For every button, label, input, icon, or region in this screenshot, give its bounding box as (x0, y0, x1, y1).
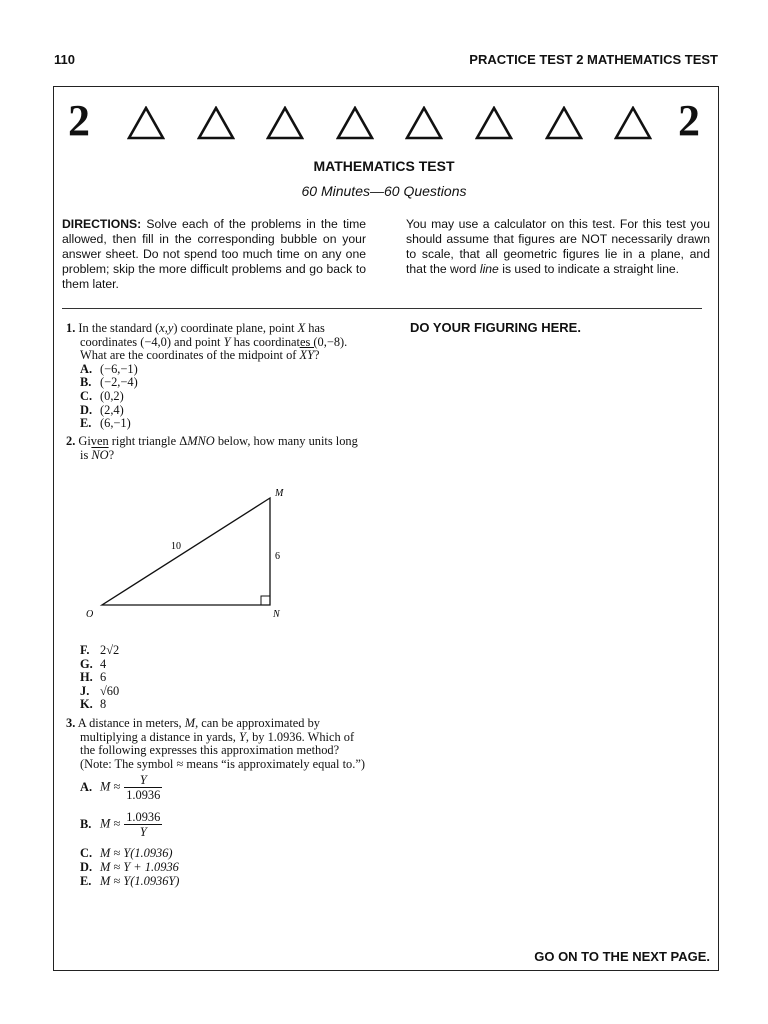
q-text: has coordinates (−4,0) and point (80, 321, 325, 349)
answer-option[interactable] (66, 875, 366, 889)
page-number: 110 (54, 52, 75, 67)
answer-option[interactable] (66, 404, 366, 418)
question-1 (66, 322, 366, 431)
option-letter: J. (80, 683, 90, 698)
running-title: PRACTICE TEST 2 MATHEMATICS TEST (469, 52, 718, 67)
question-2 (66, 435, 366, 462)
option-text: M ≈ Y(1.0936Y) (100, 873, 180, 888)
option-text: (2,4) (100, 402, 124, 417)
answer-option[interactable] (66, 376, 366, 390)
q-text: Y (223, 334, 231, 349)
q-text: below, how many units long is (80, 434, 358, 462)
question-2-options (66, 644, 366, 712)
hypotenuse-label: 10 (171, 541, 181, 552)
q-text: Given right triangle Δ (78, 434, 188, 448)
section-divider (62, 308, 702, 309)
fraction-denominator: 1.0936 (126, 788, 161, 803)
option-letter: H. (80, 670, 93, 685)
triangle-icon (405, 106, 443, 140)
option-letter: E. (80, 416, 92, 431)
q-text: ? (108, 447, 115, 462)
section-number-left: 2 (68, 96, 90, 145)
q-text: ? (314, 348, 320, 363)
option-text: M ≈ Y + 1.0936 (100, 859, 179, 874)
triangle-icon (127, 106, 165, 140)
q-text: M (184, 716, 196, 730)
option-text: (−6,−1) (100, 361, 138, 376)
option-text: 8 (100, 697, 107, 712)
question-number: 1. (66, 321, 76, 335)
answer-option[interactable] (66, 861, 366, 875)
option-text: M ≈ (100, 816, 121, 831)
option-text: 6 (100, 670, 107, 685)
q-text: X (297, 321, 306, 335)
go-on-next-page: GO ON TO THE NEXT PAGE. (534, 949, 710, 964)
vertex-m-label: M (275, 488, 284, 499)
question-number: 3. (66, 716, 76, 730)
triangle-icon (336, 106, 374, 140)
question-2-stem (66, 435, 366, 462)
answer-option[interactable] (66, 417, 366, 431)
directions-right (406, 217, 710, 277)
calc-text: You may use a calculator on this test. For this test you should assume that figures are NOT necessarily drawn to scale, that all geometric figures lie in a plane, and that the word (406, 217, 710, 276)
q-text: ) coordinate plane, point (173, 321, 298, 335)
triangle-icon (614, 106, 652, 140)
q-text: x,y (159, 321, 174, 335)
answer-option[interactable] (66, 390, 366, 404)
option-letter: A. (80, 361, 93, 376)
figuring-label: DO YOUR FIGURING HERE. (410, 320, 581, 335)
answer-option[interactable] (66, 685, 366, 699)
right-angle-marker (261, 596, 270, 605)
test-title: MATHEMATICS TEST (313, 158, 455, 174)
option-letter: B. (80, 816, 92, 831)
triangle-icon (545, 106, 583, 140)
segment-xy: $\overline{XY}$ (299, 348, 314, 363)
option-letter: C. (80, 846, 93, 861)
triangle-shape (102, 498, 270, 605)
directions-label: DIRECTIONS: (62, 217, 142, 231)
option-letter: D. (80, 859, 93, 874)
vertex-n-label: N (273, 609, 280, 620)
section-number-right: 2 (678, 96, 700, 145)
q-text: MNO (187, 434, 215, 448)
option-text: M ≈ Y(1.0936) (100, 846, 173, 861)
directions-text: Solve each of the problems in the time allowed, then fill in the corresponding bubble on your answer sheet. Do not spend too much time on any one problem; skip the more difficult problems and go back to them later. (62, 217, 366, 291)
fraction-numerator: Y (124, 773, 162, 788)
answer-option[interactable] (66, 671, 366, 685)
answer-option[interactable] (66, 698, 366, 712)
option-text: (6,−1) (100, 416, 131, 431)
fraction (124, 773, 162, 802)
answer-option[interactable] (66, 644, 366, 658)
option-text: M ≈ (100, 779, 121, 794)
leg-label: 6 (275, 551, 280, 562)
option-letter: A. (80, 779, 93, 794)
vertex-o-label: O (86, 609, 94, 620)
triangle-icon (266, 106, 304, 140)
answer-option[interactable] (66, 773, 366, 802)
option-text: √60 (100, 683, 120, 698)
question-number: 2. (66, 434, 76, 448)
q-text: In the standard ( (78, 321, 160, 335)
question-3 (66, 717, 366, 888)
answer-option[interactable] (66, 658, 366, 672)
calc-text-end: is used to indicate a straight line. (498, 262, 680, 276)
option-letter: D. (80, 402, 93, 417)
q-text: , can be approximated by multiplying a distance in yards, (80, 716, 320, 744)
directions-left (62, 217, 366, 292)
option-letter: B. (80, 375, 92, 390)
q-text: , by 1.0936. Which of the following expresses this approximation method? (Note: The symbol ≈ means “is approximately equal to.”) (80, 729, 365, 771)
triangle-icon (197, 106, 235, 140)
segment-no: $\overline{NO}$ (91, 447, 109, 462)
option-text: 2√2 (100, 643, 120, 657)
option-letter: E. (80, 873, 92, 888)
right-triangle-figure (80, 485, 300, 620)
fraction (124, 810, 162, 839)
answer-option[interactable] (66, 810, 366, 839)
test-subtitle: 60 Minutes—60 Questions (301, 183, 467, 199)
option-letter: F. (80, 643, 90, 657)
q-text: Y (239, 729, 246, 744)
option-letter: G. (80, 656, 93, 671)
answer-option[interactable] (66, 847, 366, 861)
option-text: (−2,−4) (100, 375, 138, 390)
question-3-stem (66, 717, 366, 771)
q-text: has coordinates (0,−8). What are the coordinates of the midpoint of (80, 334, 348, 363)
option-letter: C. (80, 388, 93, 403)
option-text: 4 (100, 656, 107, 671)
question-1-stem (66, 322, 366, 363)
q-text: A distance in meters, (77, 716, 185, 730)
fraction-denominator: Y (139, 825, 147, 840)
calc-text-italic: line (479, 262, 499, 276)
option-text: (0,2) (100, 388, 124, 403)
option-letter: K. (80, 697, 93, 712)
answer-option[interactable] (66, 363, 366, 377)
fraction-numerator: 1.0936 (126, 810, 161, 825)
triangle-icon (475, 106, 513, 140)
